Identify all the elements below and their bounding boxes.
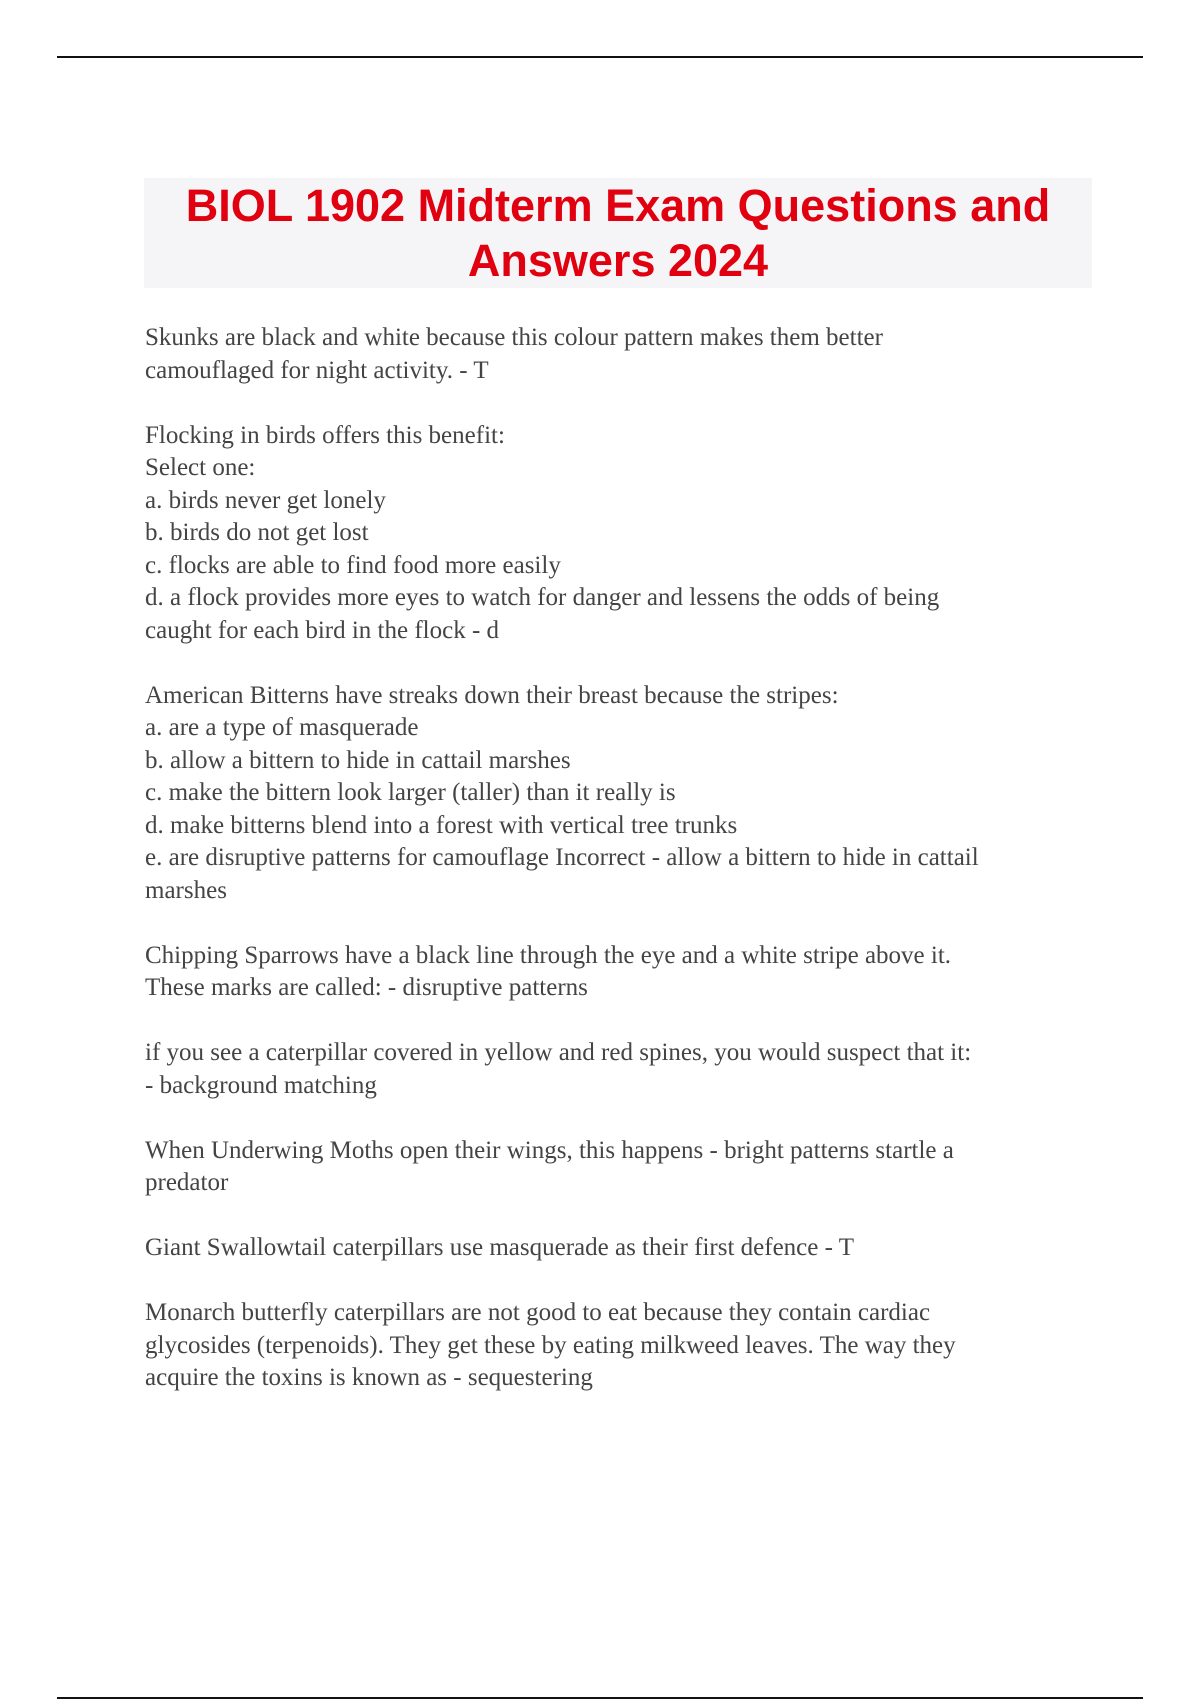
qa-option: d. make bitterns blend into a forest with vertical tree trunks (145, 811, 738, 839)
qa-list (145, 322, 1100, 1427)
qa-option: e. are disruptive patterns for camouflage Incorrect - allow a bittern to hide in cattail (145, 844, 979, 871)
qa-item-1 (145, 322, 1100, 387)
page-title-line-1: BIOL 1902 Midterm Exam Questions and (185, 180, 1051, 231)
qa-line: camouflaged for night activity. - T (145, 356, 489, 384)
qa-item-6 (145, 1135, 1100, 1200)
qa-line: marshes (145, 876, 227, 904)
qa-item-3 (145, 680, 1100, 908)
qa-line: Chipping Sparrows have a black line through the eye and a white stripe above it. (145, 941, 952, 969)
header-rule (57, 56, 1143, 58)
footer-rule (57, 1697, 1143, 1699)
qa-line: Monarch butterfly caterpillars are not good to eat because they contain cardiac (145, 1299, 931, 1326)
title-banner (144, 178, 1092, 288)
qa-item-5 (145, 1037, 1100, 1102)
qa-option: a. birds never get lonely (145, 486, 386, 514)
qa-line: When Underwing Moths open their wings, this happens - bright patterns startle a (145, 1136, 954, 1164)
qa-item-2 (145, 420, 1100, 648)
qa-option: b. allow a bittern to hide in cattail marshes (145, 746, 571, 774)
qa-line: These marks are called: - disruptive patterns (145, 974, 588, 1001)
qa-line: glycosides (terpenoids). They get these by eating milkweed leaves. The way they (145, 1331, 956, 1359)
qa-line: American Bitterns have streaks down their breast because the stripes: (145, 681, 839, 709)
qa-line: caught for each bird in the flock - d (145, 616, 500, 644)
qa-option: d. a flock provides more eyes to watch for danger and lessens the odds of being (145, 584, 940, 611)
qa-option: b. birds do not get lost (145, 519, 369, 546)
qa-item-4 (145, 940, 1100, 1005)
qa-item-7 (145, 1232, 1100, 1265)
qa-option: c. flocks are able to find food more easily (145, 551, 561, 579)
qa-line: Skunks are black and white because this colour pattern makes them better (145, 324, 883, 351)
page-title (186, 178, 1050, 288)
qa-option: a. are a type of masquerade (145, 714, 419, 741)
qa-line: predator (145, 1169, 229, 1196)
qa-line: acquire the toxins is known as - sequestering (145, 1364, 593, 1391)
qa-line: Flocking in birds offers this benefit: (145, 421, 505, 449)
qa-line: Giant Swallowtail caterpillars use masquerade as their first defence - T (145, 1234, 854, 1261)
qa-line: Select one: (145, 454, 256, 481)
page-title-line-2: Answers 2024 (467, 235, 769, 286)
qa-option: c. make the bittern look larger (taller) than it really is (145, 779, 676, 806)
qa-line: if you see a caterpillar covered in yellow and red spines, you would suspect that it: (145, 1039, 972, 1066)
qa-line: - background matching (145, 1071, 377, 1099)
qa-item-8 (145, 1297, 1100, 1395)
